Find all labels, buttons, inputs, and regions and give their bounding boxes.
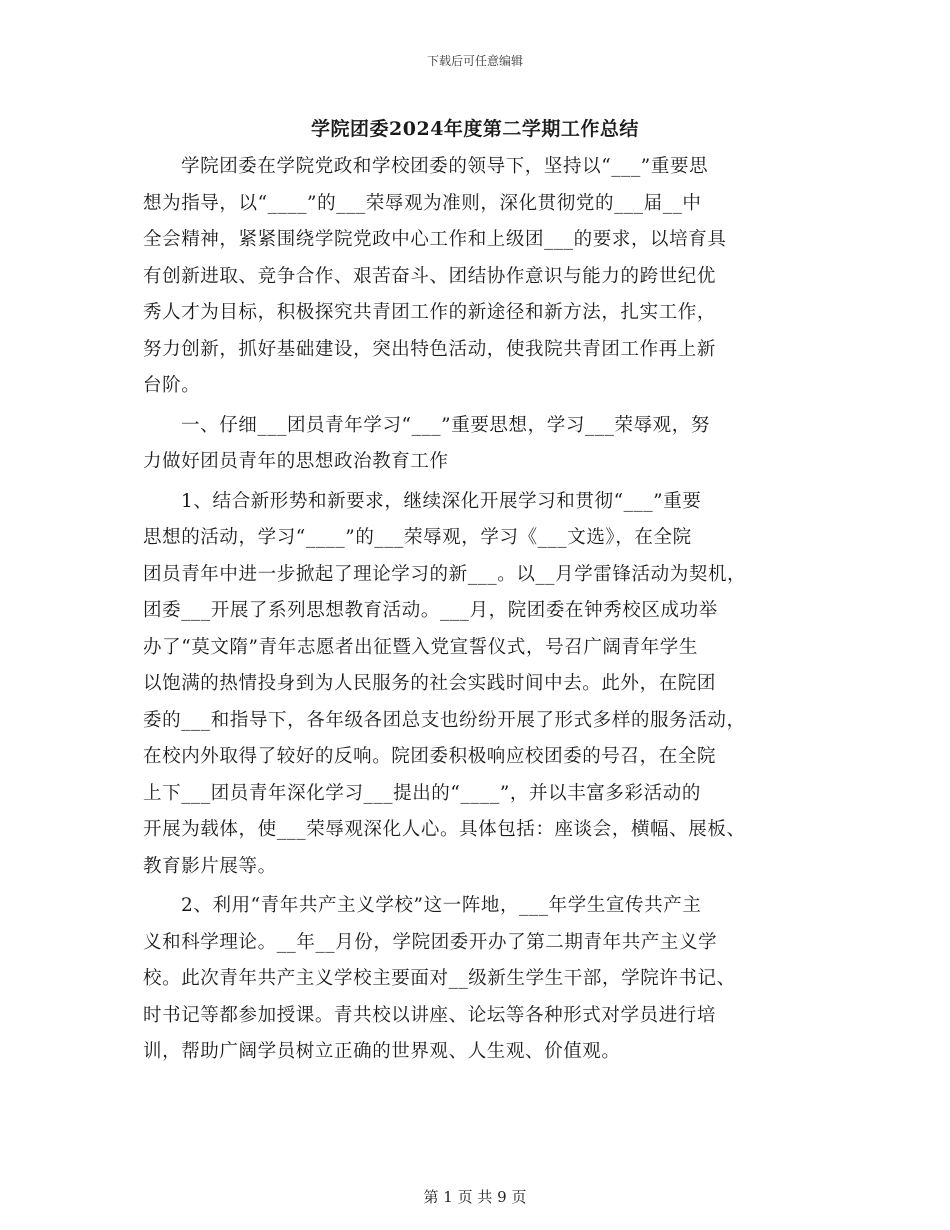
body-line: 2、利用“青年共产主义学校”这一阵地，___年学生宣传共产主 [181,895,702,916]
body-line: 时书记等都参加授课。青共校以讲座、论坛等各种形式对学员进行培 [143,1004,717,1026]
body-line: 训，帮助广阔学员树立正确的世界观、人生观、价值观。 [143,1041,621,1062]
body-line: 想为指导，以“____”的___荣辱观为准则，深化贯彻党的___届__中 [143,192,702,214]
body-line: 在校内外取得了较好的反响。院团委积极响应校团委的号召，在全院 [143,746,717,767]
body-line: 上下___团员青年深化学习___提出的“____”，并以丰富多彩活动的 [143,782,701,804]
section-heading-line: 一、仔细___团员青年学习“___”重要思想，学习___荣辱观，努 [181,414,710,436]
body-line: 学院团委在学院党政和学校团委的领导下，坚持以“___”重要思 [181,156,709,177]
section-heading-line: 力做好团员青年的思想政治教育工作 [143,451,449,472]
document-body [143,149,808,1071]
body-line: 秀人才为目标，积极探究共青团工作的新途径和新方法，扎实工作， [143,302,717,323]
body-line: 义和科学理论。__年__月份，学院团委开办了第二期青年共产主义学 [143,931,718,953]
body-line: 努力创新，抓好基础建设，突出特色活动，使我院共青团工作再上新 [143,338,717,360]
body-line: 团委___开展了系列思想教育活动。___月，院团委在钟秀校区成功举 [143,600,718,621]
body-line: 有创新进取、竞争合作、艰苦奋斗、团结协作意识与能力的跨世纪优 [143,265,717,287]
body-line: 台阶。 [143,375,201,396]
body-line: 全会精神，紧紧围绕学院党政中心工作和上级团___的要求，以培育具 [143,229,727,250]
body-line: 以饱满的热情投身到为人民服务的社会实践时间中去。此外，在院团 [143,673,717,694]
document-title: 学院团委2024年度第二学期工作总结 [311,118,639,140]
body-line: 校。此次青年共产主义学校主要面对__级新生学生干部，学院许书记、 [143,968,736,989]
body-line: 教育影片展等。 [143,855,277,877]
body-line: 办了“莫文隋”青年志愿者出征暨入党宣誓仪式，号召广阔青年学生 [143,636,698,658]
header-note: 下载后可任意编辑 [426,54,523,68]
body-line: 团员青年中进一步掀起了理论学习的新___。以__月学雷锋活动为契机， [143,563,747,585]
body-line: 思想的活动，学习“____”的___荣辱观，学习《___文选》，在全院 [143,527,692,548]
body-line: 1、结合新形势和新要求，继续深化开展学习和贯彻“___”重要 [181,490,702,512]
page-footer: 第 1 页 共 9 页 [423,1188,527,1206]
body-line: 委的___和指导下，各年级各团总支也纷纷开展了形式多样的服务活动， [143,709,746,731]
body-line: 开展为载体，使___荣辱观深化人心。具体包括：座谈会，横幅、展板、 [143,819,746,840]
